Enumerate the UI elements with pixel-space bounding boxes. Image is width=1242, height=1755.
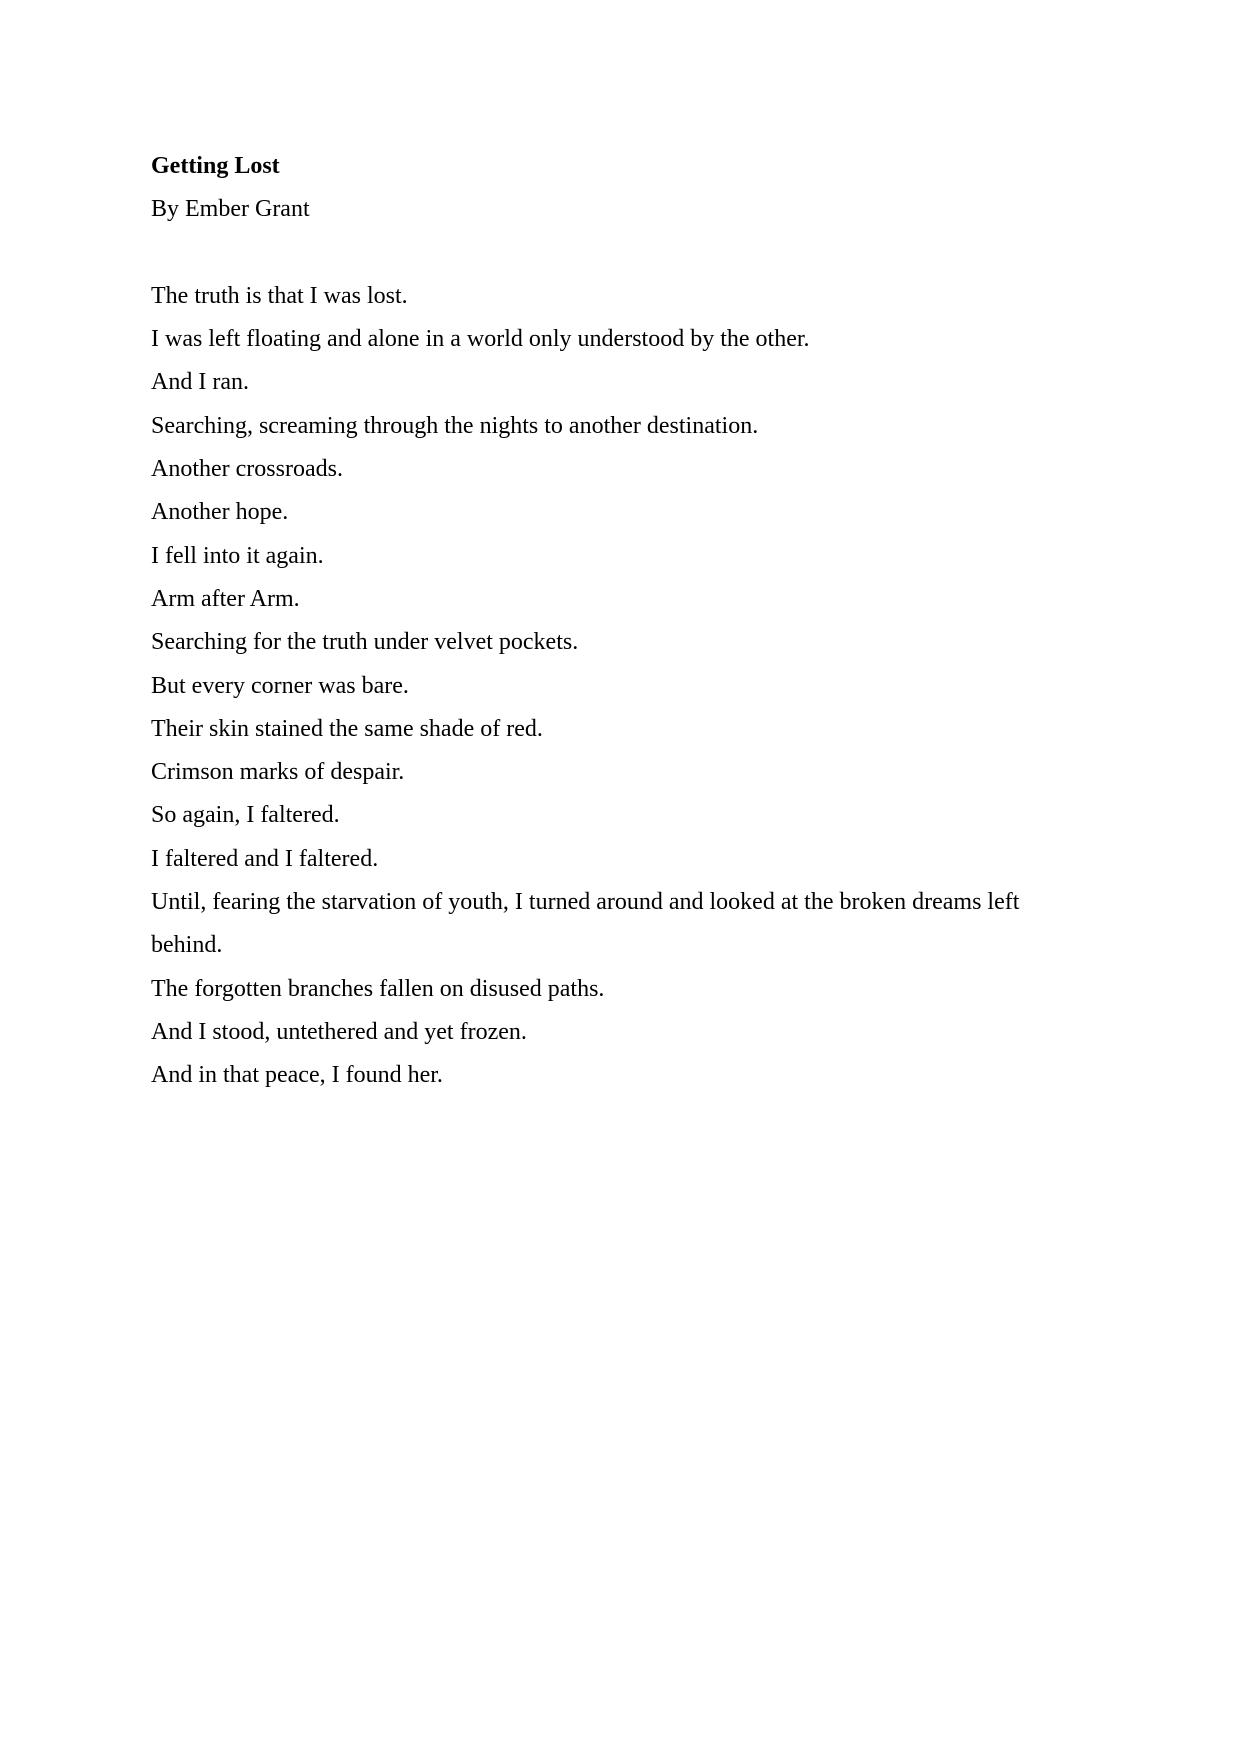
poem-line: Another hope.	[151, 499, 289, 526]
poem-line: Searching for the truth under velvet pockets.	[151, 629, 579, 656]
poem-line: The truth is that I was lost.	[151, 282, 408, 309]
poem-line: I faltered and I faltered.	[151, 845, 379, 872]
poem-line: Their skin stained the same shade of red.	[151, 715, 543, 742]
poem-line: Arm after Arm.	[151, 585, 300, 612]
poem-line: Crimson marks of despair.	[151, 759, 405, 786]
poem-line: Searching, screaming through the nights to another destination.	[151, 412, 759, 439]
poem-line: I fell into it again.	[151, 542, 324, 569]
poem-title: Getting Lost	[151, 153, 280, 179]
poem-line: Another crossroads.	[151, 456, 343, 483]
poem-line: But every corner was bare.	[151, 672, 409, 699]
stanza-spacer	[151, 232, 1091, 275]
poem-line: The forgotten branches fallen on disused paths.	[151, 975, 605, 1002]
poem-line: I was left floating and alone in a world only understood by the other.	[151, 326, 810, 353]
poem-author: By Ember Grant	[151, 196, 310, 223]
poem-line: And I ran.	[151, 369, 249, 396]
poem-line: And I stood, untethered and yet frozen.	[151, 1018, 527, 1045]
poem-body	[151, 145, 1091, 1098]
poem-line: And in that peace, I found her.	[151, 1062, 443, 1089]
poem-line: Until, fearing the starvation of youth, I turned around and looked at the broken dreams left behind.	[151, 889, 1020, 959]
poem-line: So again, I faltered.	[151, 802, 340, 829]
